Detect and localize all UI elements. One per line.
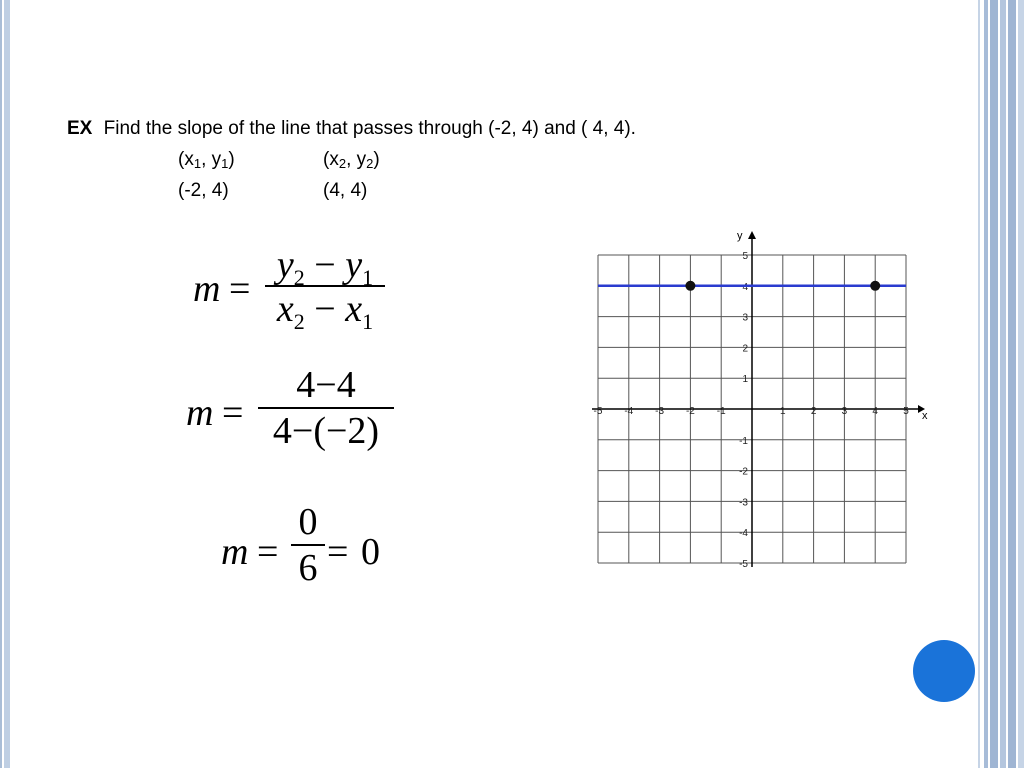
- slope-fraction: $y_2 - y_1$ $x_2 - x_1$: [265, 243, 385, 335]
- decorative-circle: [913, 640, 975, 702]
- result-value: 0: [361, 531, 380, 573]
- x-tick-label: -4: [624, 406, 634, 417]
- x-tick-label: -1: [716, 406, 726, 417]
- coordinate-graph: [580, 215, 940, 575]
- problem-statement: [67, 118, 636, 140]
- substitution-step: m = 4−4 4−(−2): [186, 363, 406, 473]
- ex-label: EX: [67, 118, 93, 139]
- slide-right-border: [976, 0, 1024, 768]
- x-tick-label: -3: [655, 406, 665, 417]
- x-tick-label: 5: [903, 406, 909, 417]
- result-step: m = 0 6 = 0: [221, 501, 380, 589]
- result-fraction: 0 6: [291, 500, 325, 590]
- plotted-point: [870, 281, 880, 291]
- plotted-point: [685, 281, 695, 291]
- slope-formula: m = $y_2 - y_1$ $x_2 - x_1$: [193, 243, 393, 343]
- point2-label: ($x_2$, $y_2$): [323, 149, 380, 171]
- y-tick-label: -5: [739, 559, 748, 570]
- y-tick-label: -1: [739, 435, 748, 447]
- problem-text: Find the slope of the line that passes through (-2, 4) and ( 4, 4).: [103, 118, 636, 139]
- slide-left-border: [0, 0, 10, 768]
- y-axis-label: y: [737, 230, 743, 242]
- y-tick-label: 2: [742, 343, 748, 355]
- point1-value: (-2, 4): [178, 180, 229, 201]
- y-tick-label: -4: [739, 528, 748, 540]
- point1-label: ($x_1$, $y_1$): [178, 149, 235, 171]
- x-tick-label: -5: [593, 406, 603, 417]
- x-axis-label: x: [922, 410, 928, 422]
- x-tick-label: 4: [872, 406, 878, 417]
- x-tick-label: 3: [841, 406, 848, 417]
- y-tick-label: 4: [742, 281, 748, 293]
- substitution-fraction: 4−4 4−(−2): [258, 363, 394, 453]
- y-tick-label: 5: [742, 251, 748, 262]
- point2-value: (4, 4): [323, 180, 368, 201]
- x-tick-label: -2: [685, 406, 695, 417]
- x-tick-label: 1: [780, 406, 786, 417]
- y-axis-arrow: [748, 231, 756, 239]
- y-tick-label: -3: [739, 497, 748, 509]
- y-tick-label: -2: [739, 466, 748, 478]
- y-tick-label: 3: [742, 312, 748, 324]
- y-tick-label: 1: [742, 374, 748, 386]
- x-tick-label: 2: [810, 406, 817, 417]
